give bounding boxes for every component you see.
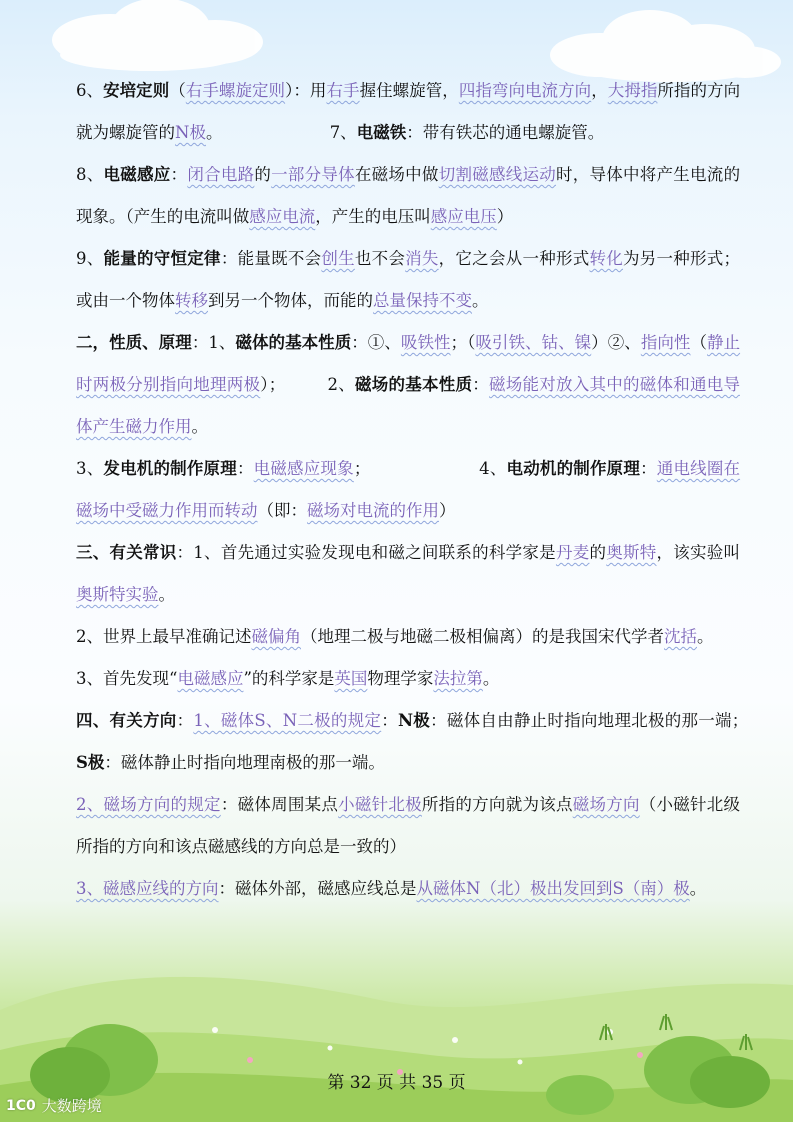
text-run: ：带有铁芯的通电螺旋管。 (406, 123, 605, 142)
watermark (6, 1095, 102, 1116)
text-run: 所指的方向就为螺旋管的 (76, 81, 741, 142)
underlined-answer: 一部分导体 (271, 165, 355, 184)
bold-term: S极 (76, 753, 105, 772)
text-run: 握住螺旋管， (359, 81, 459, 100)
underlined-answer: 右手 (326, 81, 360, 100)
text-run: 的 (589, 543, 607, 562)
underlined-answer: 磁场对电流的作用 (307, 501, 439, 520)
paragraph-9 (76, 700, 757, 784)
bold-term: 三、有关常识 (76, 543, 177, 562)
text-run: 的 (254, 165, 272, 184)
bold-term: N极 (397, 711, 431, 730)
text-run: 。 (697, 627, 714, 646)
text-run: 9、 (76, 249, 104, 268)
underlined-answer: 1、磁体S、N二极的规定 (193, 711, 382, 730)
underlined-answer: 3、磁感应线的方向 (76, 879, 219, 898)
paragraph-10 (76, 784, 740, 868)
text-run: ：磁体自由静止时指向地理北极的那一端； (430, 711, 757, 730)
text-run: ： (170, 165, 188, 184)
text-run: ； 4、 (353, 459, 507, 478)
text-run: ，该实验叫 (656, 543, 741, 562)
underlined-answer: 四指弯向电流方向 (458, 81, 592, 100)
underlined-answer: 静止时两极分别指向地理两极 (76, 333, 741, 394)
text-run: ）②、 (591, 333, 641, 352)
bold-term: 四、有关方向 (76, 711, 177, 730)
text-run: ： (176, 711, 194, 730)
text-run: ；（ (450, 333, 476, 352)
text-run: ：①、 (351, 333, 401, 352)
underlined-answer: 沈括 (664, 627, 697, 646)
text-run: 6、 (76, 81, 104, 100)
underlined-answer: 感应电压 (430, 207, 497, 226)
underlined-answer: 消失 (405, 249, 439, 268)
bold-term: 磁体的基本性质 (235, 333, 352, 352)
text-run: ，它之会从一种形式 (438, 249, 590, 268)
page-number-footer: 第 32 页 共 35 页 (327, 1073, 466, 1093)
text-run: （ (690, 333, 708, 352)
underlined-answer: 磁场方向 (572, 795, 640, 814)
text-run: （小磁针北级所指的方向和该点磁感线的方向总是一致的） (76, 795, 741, 856)
paragraph-11 (76, 868, 740, 910)
bold-term: 发电机的制作原理 (103, 459, 237, 478)
text-run: 3、首先发现“ (76, 669, 178, 688)
paragraph-1 (76, 70, 740, 154)
underlined-answer: 从磁体N（北）极出发回到S（南）极 (416, 879, 690, 898)
text-run: （即： (257, 501, 307, 520)
bold-term: 电磁铁 (356, 123, 407, 142)
text-run: 。 (191, 417, 208, 436)
underlined-answer: 右手螺旋定则 (185, 81, 286, 100)
underlined-answer: 法拉第 (433, 669, 483, 688)
underlined-answer: 指向性 (640, 333, 691, 352)
text-run: 物理学家 (367, 669, 434, 688)
text-run: 所指的方向就为该点 (421, 795, 573, 814)
bold-term: 电动机的制作原理 (506, 459, 641, 478)
paragraph-4 (76, 322, 740, 448)
underlined-answer: 奥斯特实验 (76, 585, 159, 604)
document-body (76, 70, 757, 910)
underlined-answer: 总量保持不变 (373, 291, 472, 310)
underlined-answer: 创生 (321, 249, 355, 268)
paragraph-7 (76, 616, 740, 658)
underlined-answer: 小磁针北极 (338, 795, 422, 814)
underlined-answer: 电磁感应现象 (253, 459, 354, 478)
text-run: （ (169, 81, 186, 100)
text-run: ： (236, 459, 254, 478)
text-run: 。 7、 (205, 123, 357, 142)
text-run: ） (439, 501, 456, 520)
paragraph-2 (76, 154, 740, 238)
underlined-answer: 转化 (589, 249, 623, 268)
bold-term: 能量的守恒定律 (103, 249, 221, 268)
underlined-answer: 吸引铁、钴、镍 (475, 333, 592, 352)
text-run: ：能量既不会 (220, 249, 322, 268)
text-run: ）：用 (285, 81, 327, 100)
underlined-answer: 感应电流 (249, 207, 316, 226)
text-run: ，产生的电压叫 (315, 207, 431, 226)
text-run: 8、 (76, 165, 104, 184)
watermark-text: 大数跨境 (41, 1097, 102, 1115)
text-run: ， (591, 81, 608, 100)
underlined-answer: 英国 (334, 669, 368, 688)
text-run: ：1、 (191, 333, 236, 352)
text-run: 为另一种形式；或由一个物体 (76, 249, 741, 310)
text-run: ”的科学家是 (243, 669, 335, 688)
underlined-answer: 转移 (175, 291, 208, 310)
text-run: ： (381, 711, 398, 730)
paragraph-3 (76, 238, 740, 322)
underlined-answer: 吸铁性 (400, 333, 451, 352)
text-run: ： (472, 375, 489, 394)
underlined-answer: N极 (175, 123, 206, 142)
text-run: 时，导体中将产生电流的现象。（产生的电流叫做 (76, 165, 741, 226)
paragraph-8 (76, 658, 740, 700)
bold-term: 安培定则 (103, 81, 170, 100)
text-run: 到另一个物体，而能的 (208, 291, 373, 310)
underlined-answer: 2、磁场方向的规定 (76, 795, 221, 814)
underlined-answer: 奥斯特 (606, 543, 657, 562)
text-run: 。 (472, 291, 489, 310)
underlined-answer: 磁场能对放入其中的磁体和通电导体产生磁力作用 (76, 375, 740, 436)
paragraph-6 (76, 532, 740, 616)
text-run: 也不会 (354, 249, 406, 268)
underlined-answer: 磁偏角 (251, 627, 301, 646)
text-run: ：1、首先通过实验发现电和磁之间联系的科学家是 (176, 543, 556, 562)
watermark-logo-icon: 1C0 (6, 1097, 36, 1114)
underlined-answer: 丹麦 (555, 543, 590, 562)
text-run: 2、世界上最早准确记述 (76, 627, 252, 646)
underlined-answer: 电磁感应 (177, 669, 244, 688)
paragraph-5 (76, 448, 740, 532)
underlined-answer: 闭合电路 (187, 165, 255, 184)
text-run: 3、 (76, 459, 104, 478)
text-run: ） (496, 207, 514, 226)
text-run: 。 (689, 879, 707, 898)
bold-term: 磁场的基本性质 (355, 375, 473, 394)
cloud-top-left (52, 0, 263, 71)
text-run: ）； 2、 (260, 375, 355, 394)
text-run: ：磁体外部，磁感应线总是 (218, 879, 417, 898)
text-run: （地理二极与地磁二极相偏离）的是我国宋代学者 (301, 627, 664, 646)
underlined-answer: 大拇指 (607, 81, 658, 100)
bold-term: 电磁感应 (103, 165, 171, 184)
text-run: 在磁场中做 (354, 165, 439, 184)
text-run: ：磁体静止时指向地理南极的那一端。 (104, 753, 385, 772)
text-run: ： (640, 459, 657, 478)
text-run: 。 (482, 669, 500, 688)
underlined-answer: 切割磁感线运动 (438, 165, 556, 184)
bold-term: 二，性质、原理 (76, 333, 192, 352)
underlined-answer: 通电线圈在磁场中受磁力作用而转动 (76, 459, 741, 520)
text-run: ：磁体周围某点 (220, 795, 339, 814)
text-run: 。 (158, 585, 175, 604)
